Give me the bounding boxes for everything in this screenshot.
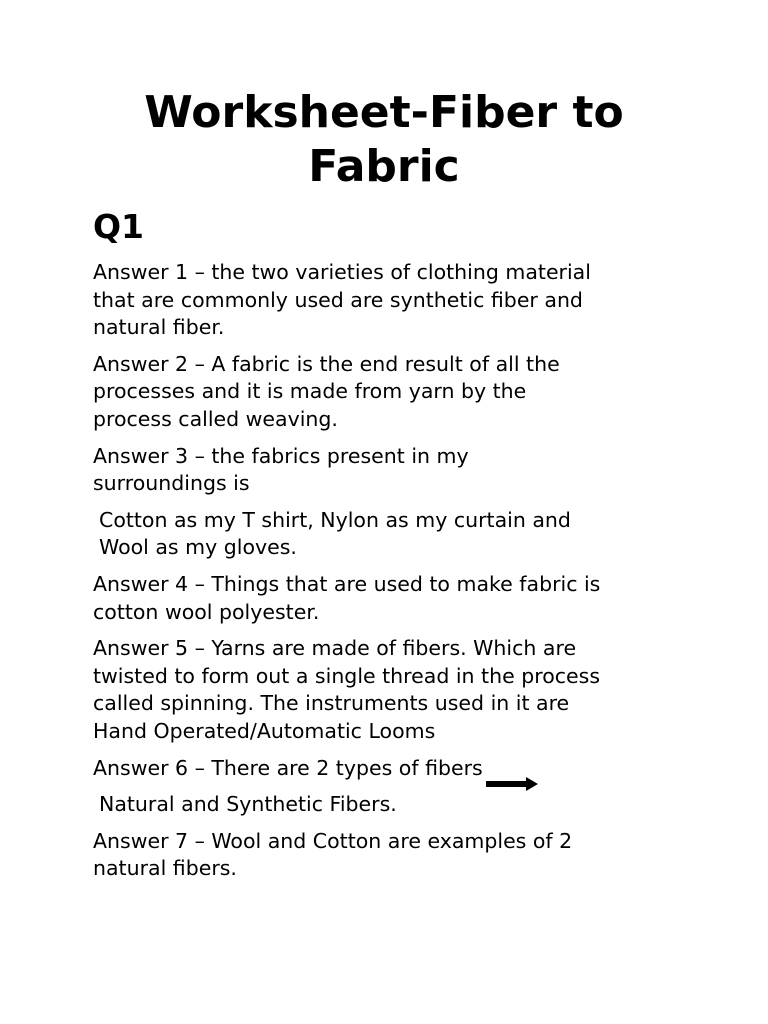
text-line: Answer 3 – the fabrics present in my <box>93 443 469 468</box>
document-title <box>0 86 768 194</box>
answer-2-paragraph <box>93 351 693 434</box>
answer-7-paragraph <box>93 828 693 883</box>
text-line: Cotton as my T shirt, Nylon as my curtain and <box>99 507 571 532</box>
section-heading-q1: Q1 <box>93 207 145 246</box>
text-line: Answer 1 – the two varieties of clothing material <box>93 260 591 284</box>
text-line: surroundings is <box>93 471 250 496</box>
text-line: Natural and Synthetic Fibers. <box>99 792 397 817</box>
text-line: natural fiber. <box>93 315 225 340</box>
answer-6-paragraph <box>93 755 693 783</box>
text-line: process called weaving. <box>93 406 338 431</box>
text-line: natural fibers. <box>93 856 237 881</box>
text-line: Answer 6 – There are 2 types of fibers <box>93 755 483 780</box>
text-line: that are commonly used are synthetic fiber and <box>93 287 583 312</box>
right-arrow-icon <box>486 776 538 792</box>
text-line: Wool as my gloves. <box>99 535 297 560</box>
answer-3-continuation <box>93 507 693 562</box>
text-line: Hand Operated/Automatic Looms <box>93 718 436 743</box>
text-line: twisted to form out a single thread in the process <box>93 663 600 688</box>
text-line: Answer 5 – Yarns are made of fibers. Which are <box>93 636 577 661</box>
text-line: Answer 4 – Things that are used to make fabric is <box>93 571 601 596</box>
text-line: Answer 7 – Wool and Cotton are examples of 2 <box>93 828 573 853</box>
answer-3-paragraph <box>93 443 693 498</box>
answer-5-paragraph <box>93 635 693 745</box>
title-line-1: Worksheet-Fiber to <box>144 87 624 138</box>
answer-4-paragraph <box>93 571 693 626</box>
title-line-2: Fabric <box>308 141 460 192</box>
answer-1-paragraph <box>93 259 693 342</box>
text-line: processes and it is made from yarn by the <box>93 379 527 404</box>
answers-body <box>93 259 693 892</box>
text-line: cotton wool polyester. <box>93 599 320 624</box>
text-line: Answer 2 – A fabric is the end result of all the <box>93 351 560 376</box>
answer-6-continuation <box>93 791 693 819</box>
text-line: called spinning. The instruments used in it are <box>93 691 570 716</box>
